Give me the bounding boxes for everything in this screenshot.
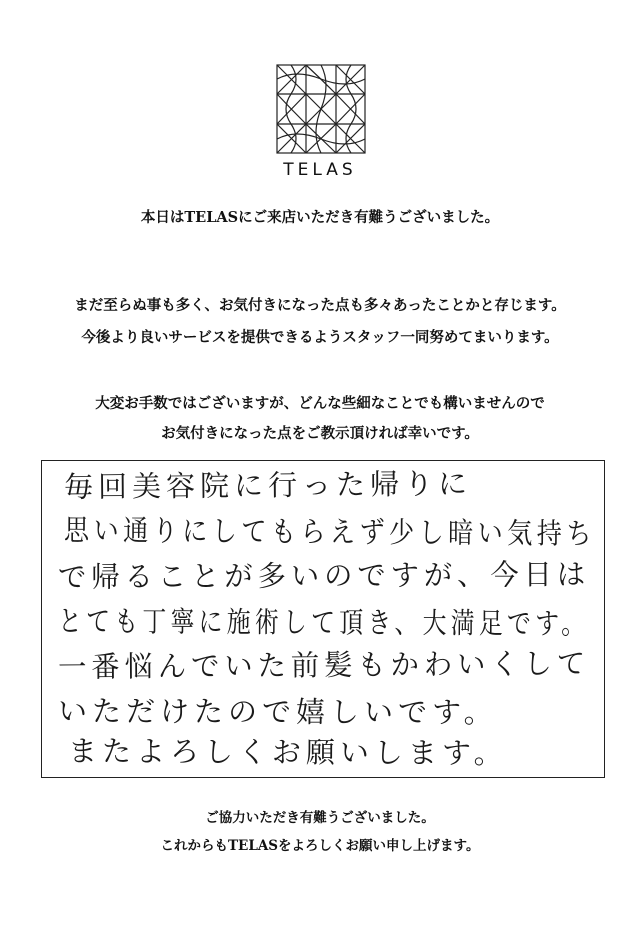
paragraph1-line1: まだ至らぬ事も多く、お気付きになった点も多々あったことかと存じます。 bbox=[74, 297, 566, 314]
handwritten-line-4: とても丁寧に施術して頂き、大満足です。 bbox=[57, 604, 590, 641]
intro-text: 本日はTELASにご来店いただき有難うございました。 bbox=[140, 209, 500, 226]
closing-line2: これからもTELASをよろしくお願い申し上げます。 bbox=[160, 838, 480, 854]
handwritten-line-7: またよろしくお願いします。 bbox=[67, 734, 508, 771]
telas-logo bbox=[276, 64, 366, 154]
handwritten-line-1: 毎回美容院に行った帰りに bbox=[63, 466, 473, 504]
handwritten-comment-box bbox=[41, 460, 605, 778]
handwritten-line-3: で帰ることが多いのですが、今日は bbox=[57, 557, 591, 594]
handwritten-line-2: 思い通りにしてもらえず少し暗い気持ち bbox=[63, 513, 596, 551]
handwritten-line-6: いただけたので嬉しいです。 bbox=[57, 694, 498, 730]
brand-name: TELAS bbox=[283, 160, 357, 180]
paragraph2-line1: 大変お手数ではございますが、どんな些細なことでも構いませんので bbox=[95, 395, 545, 412]
handwritten-line-5: 一番悩んでいた前髪もかわいくして bbox=[57, 646, 591, 684]
paragraph2-line2: お気付きになった点をご教示頂ければ幸いです。 bbox=[161, 425, 479, 442]
paragraph1-line2: 今後より良いサービスを提供できるようスタッフ一同努めてまいります。 bbox=[81, 329, 559, 346]
closing-line1: ご協力いただき有難うございました。 bbox=[205, 810, 435, 826]
